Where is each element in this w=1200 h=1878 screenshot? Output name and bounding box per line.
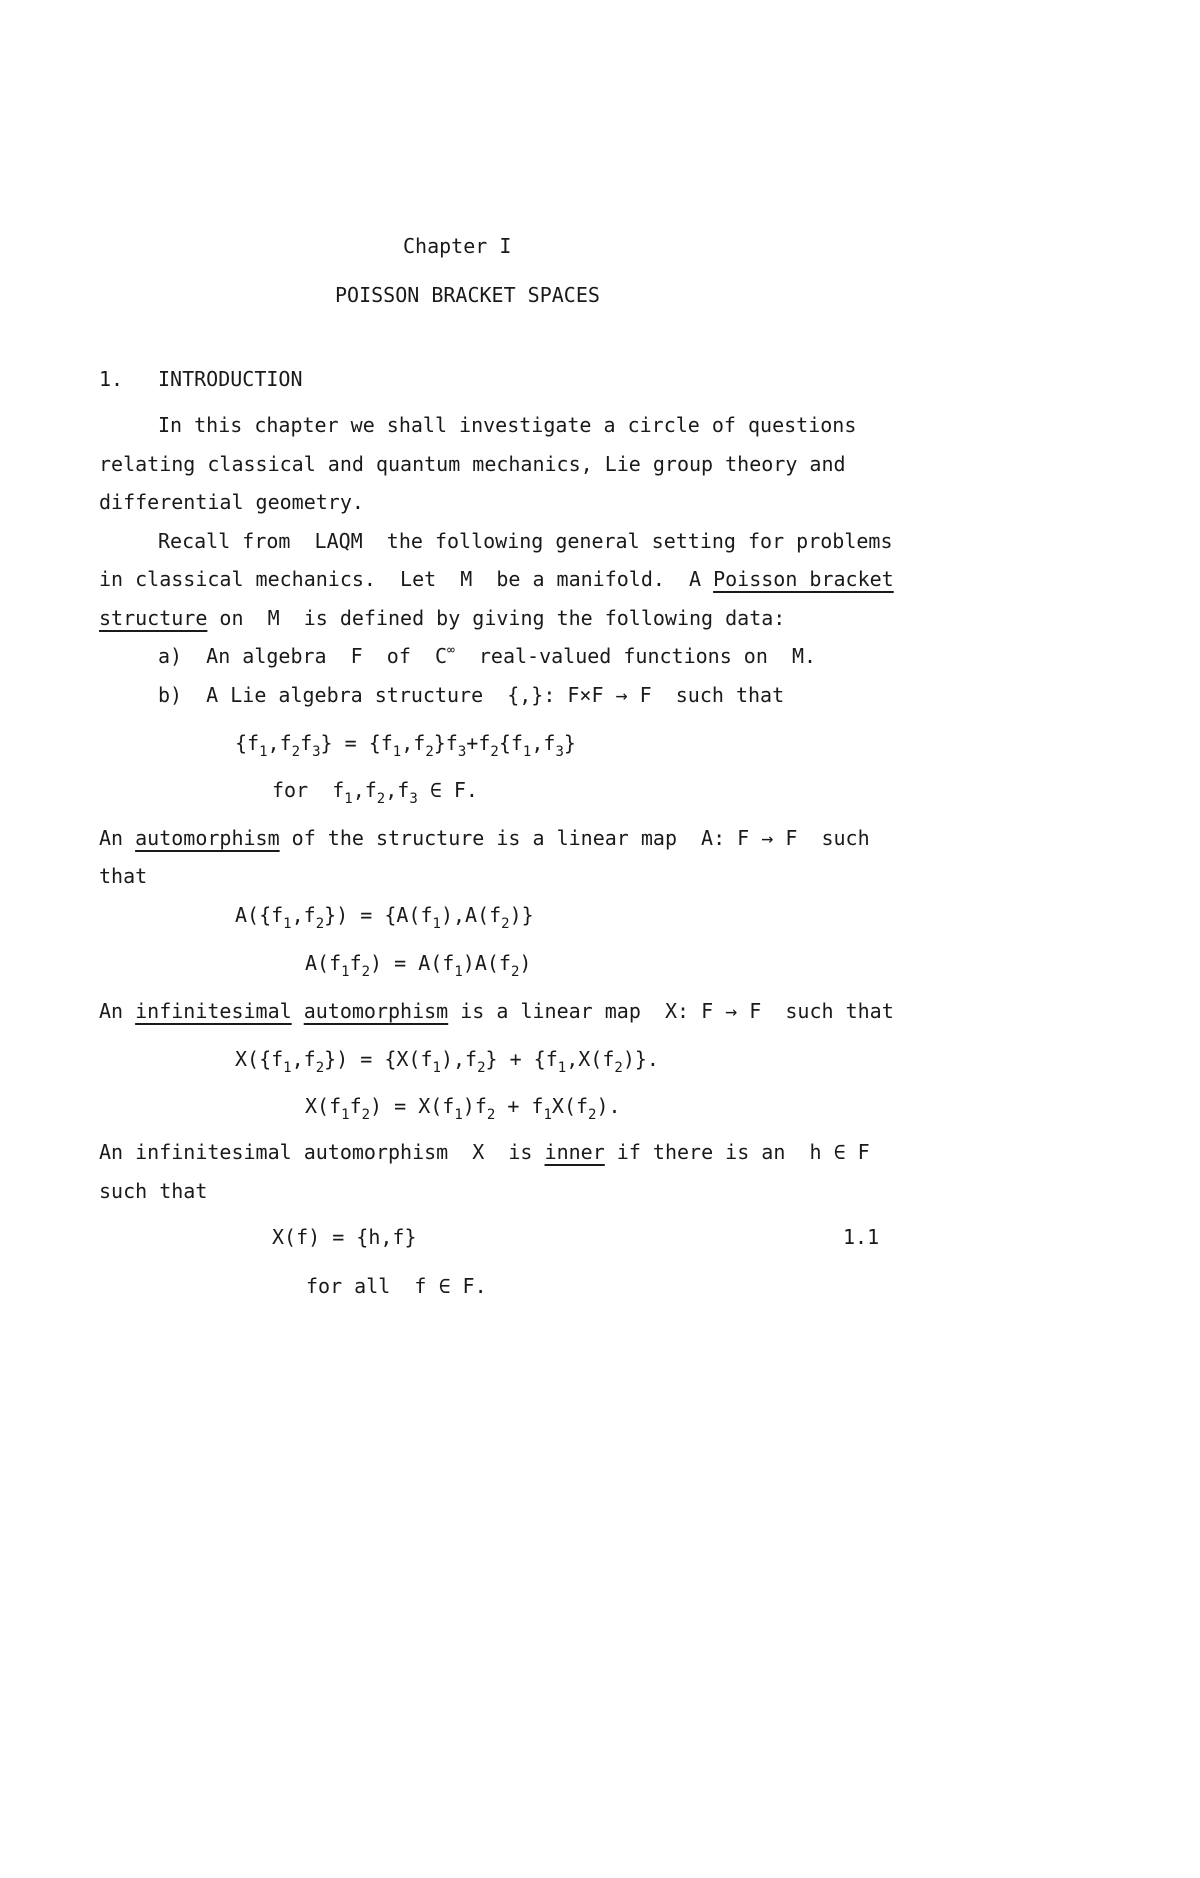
equation: $X(f_1f_2) = X(f_1)f_2 + f_1X(f_2)$. [305, 1094, 621, 1123]
underlined-term-inner: inner [544, 1140, 605, 1164]
paragraph-line: that [99, 864, 148, 888]
paragraph-line: An infinitesimal automorphism X is inner if there is an h ∈ F [99, 1140, 870, 1164]
section-title: INTRODUCTION [158, 367, 303, 391]
paragraph-line: Recall from LAQM the following general setting for problems [158, 529, 893, 553]
paragraph-line: such that [99, 1179, 208, 1203]
chapter-title: POISSON BRACKET SPACES [335, 283, 600, 307]
underlined-term-infinitesimal: infinitesimal [135, 999, 292, 1023]
equation: $A(f_1f_2) = A(f_1)A(f_2)$ [305, 951, 532, 980]
equation: $X(\{f_1,f_2\}) = \{X(f_1),f_2\} + \{f_1,X(f_2)\}$. [235, 1047, 659, 1076]
paragraph-line: An infinitesimal automorphism is a linear map X: F → F such that [99, 999, 894, 1023]
list-item-b: b) A Lie algebra structure {,}: F×F → F such that [158, 683, 785, 707]
underlined-term-poisson-bracket: Poisson bracket [713, 567, 894, 591]
text-run: a) An algebra F of C [158, 644, 447, 668]
paragraph-line: An automorphism of the structure is a linear map A: F → F such [99, 826, 870, 850]
text-run: real-valued functions on M. [454, 644, 817, 668]
equation-number: 1.1 [843, 1225, 880, 1249]
chapter-label: Chapter I [403, 234, 512, 258]
underlined-term-automorphism: automorphism [303, 999, 449, 1023]
equation-condition: for $f_1,f_2,f_3$ ∈ F. [272, 778, 478, 807]
paragraph-line [99, 608, 785, 628]
paragraph-line: In this chapter we shall investigate a circle of questions [158, 413, 857, 437]
text-run: in classical mechanics. Let M be a manifold. A [99, 567, 714, 591]
paragraph-line: differential geometry. [99, 490, 364, 514]
underlined-term-structure: structure [99, 606, 208, 630]
underlined-term-automorphism: automorphism [135, 826, 280, 850]
equation: $\{f_1,f_2f_3\} = \{f_1,f_2\}f_3+f_2\{f_1,f_3\}$ [235, 731, 576, 760]
equation: $A(\{f_1,f_2\}) = \{A(f_1),A(f_2)\}$ [235, 903, 534, 932]
paragraph-line: relating classical and quantum mechanics, Lie group theory and [99, 452, 846, 476]
text-run: on M is defined by giving the following data: [207, 606, 786, 630]
equation-condition: for all f ∈ F. [306, 1274, 487, 1298]
equation: X(f) = {h,f} [272, 1225, 417, 1249]
list-item-a [158, 643, 817, 668]
section-number: 1. [99, 367, 124, 391]
superscript: ∞ [446, 643, 455, 658]
paragraph-line [99, 569, 894, 589]
